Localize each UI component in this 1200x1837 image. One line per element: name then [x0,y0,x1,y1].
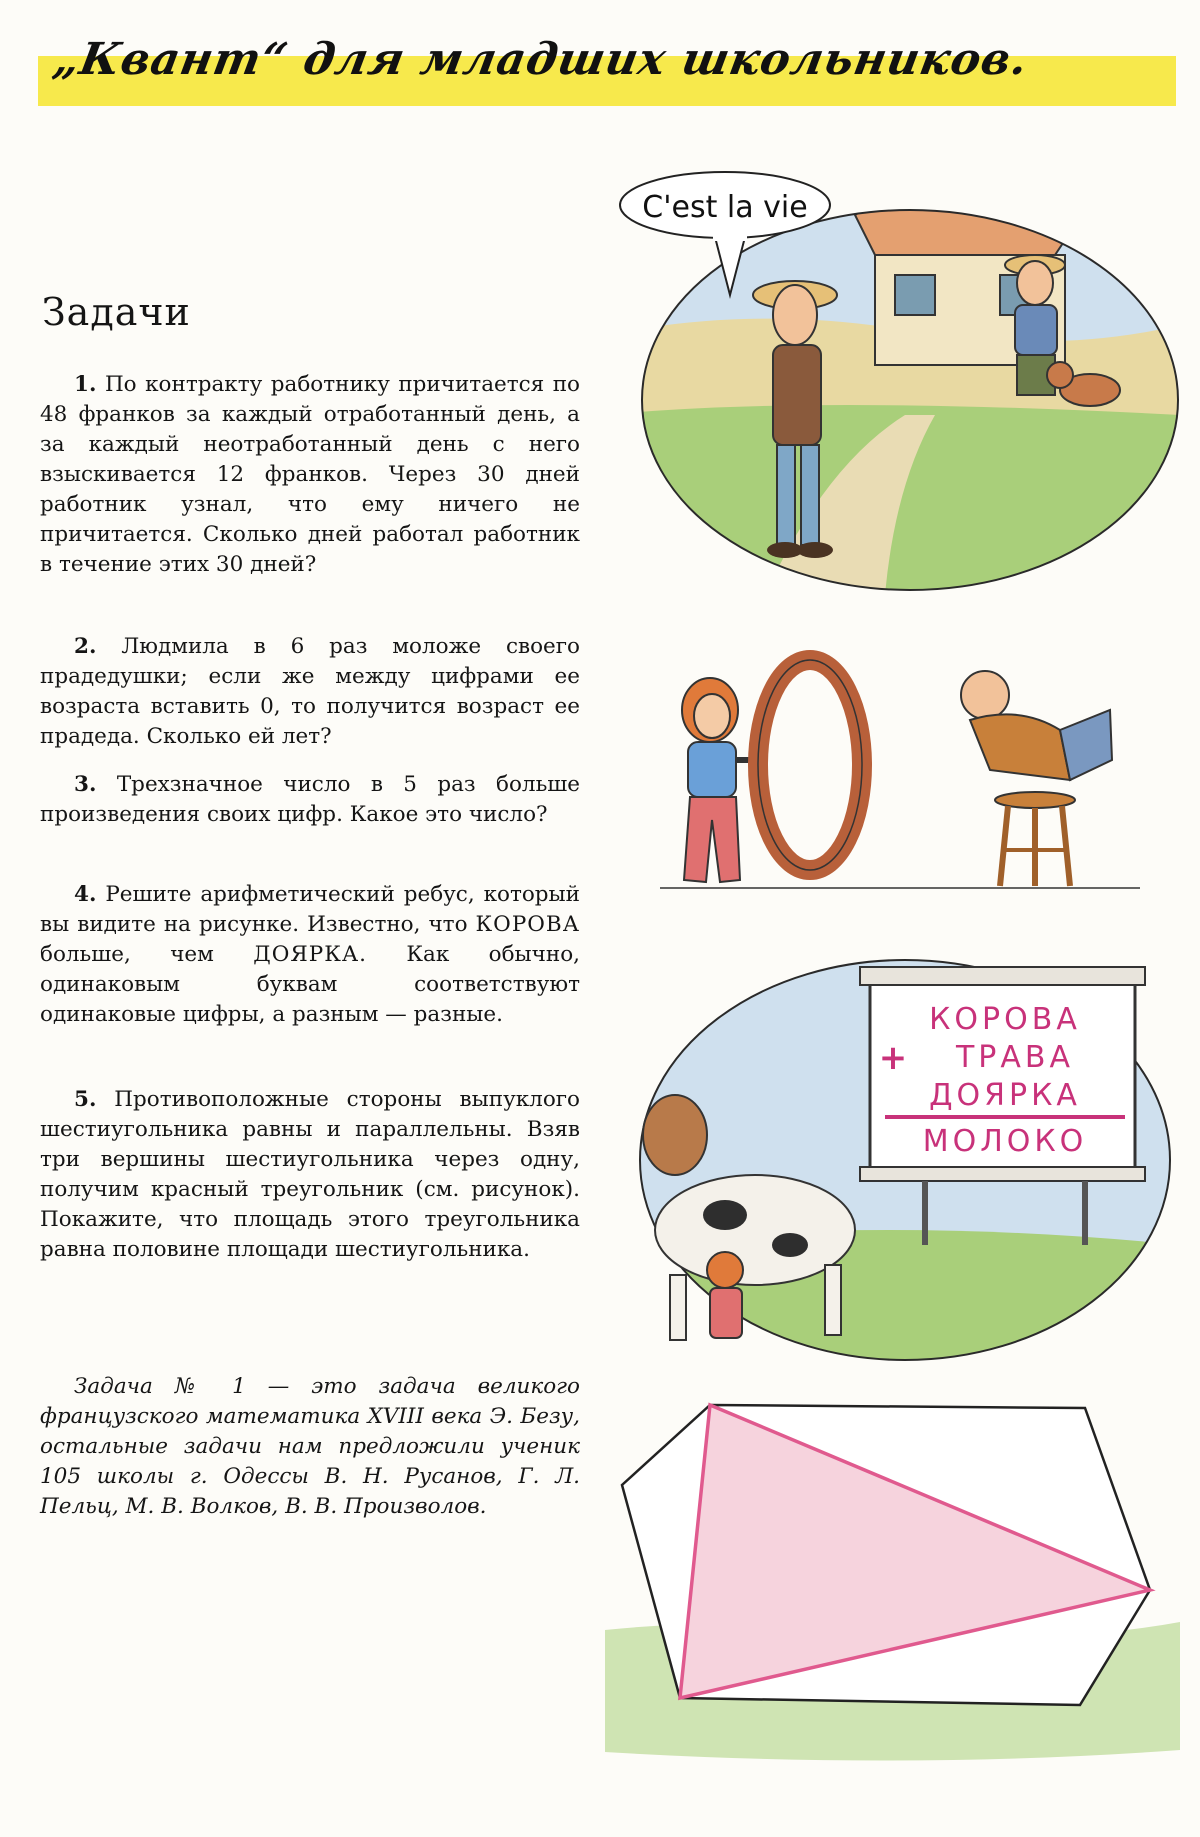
problem-number: 4. [74,882,97,907]
problem-text: Людмила в 6 раз моложе своего прадедушки; если же между цифрами ее возраста вставить 0, то получится возраст ее прадеда. Сколько ей лет? [40,634,580,749]
credits-note: Задача № 1 — это задача великого французского математика XVIII века Э. Безу, остальные задачи нам предложили ученик 105 школы г. Одессы В. Н. Русанов, Г. Л. Пельц, М. В. Волков, В. В. Произволов. [40,1374,580,1519]
rebus-result: МОЛОКО [922,1124,1088,1159]
rebus-word: КОРОВА [475,912,580,937]
speech-text: C'est la vie [642,190,808,225]
rebus-line-2: ТРАВА [955,1040,1075,1075]
section-heading: Задачи [42,290,191,334]
problem-number: 1. [74,372,97,397]
rebus-illustration [605,945,1180,1370]
problem-text: Решите арифметический ребус, который вы видите на рисунке. Известно, что [40,882,580,937]
banner-title: „Квант“ для младших школьников. [49,34,1033,85]
problem-1 [40,370,580,596]
problem-text: Как обычно, одинаковым буквам соответствуют одинаковые цифры, а разным — разные. [40,942,580,1027]
farm-illustration [605,165,1180,595]
great-grandfather-figure [961,671,1112,886]
problem-3 [40,770,580,846]
rebus-plus: + [878,1038,908,1078]
zero-illustration [640,650,1160,900]
problem-text: Противоположные стороны выпуклого шестиугольника равны и параллельны. Взяв три вершины шестиугольника через одну, получим красный треугольник (см. рисунок). Покажите, что площадь этого треугольника равна половине площади шестиугольника. [40,1087,580,1262]
problem-5 [40,1085,580,1281]
hexagon-illustration [605,1390,1180,1790]
milkmaid-figure [707,1252,743,1338]
rebus-line-1: КОРОВА [929,1002,1081,1037]
problem-text: Трехзначное число в 5 раз больше произведения своих цифр. Какое это число? [40,772,581,827]
problem-4 [40,880,580,1046]
problem-number: 2. [74,634,97,659]
rebus-line-3: ДОЯРКА [929,1078,1081,1113]
problem-text: По контракту работнику причитается по 48 франков за каждый отработанный день, а за каждый неотработанный день с него взыскивается 12 франков. Через 30 дней работник узнал, что ему ничего не причитается. Сколько дней работал работник в течение этих 30 дней? [40,372,580,577]
problem-2 [40,632,580,768]
problem-number: 3. [74,772,97,797]
problem-text: больше, чем [40,942,214,967]
problem-number: 5. [74,1087,97,1112]
rebus-word: ДОЯРКА. [253,942,367,967]
